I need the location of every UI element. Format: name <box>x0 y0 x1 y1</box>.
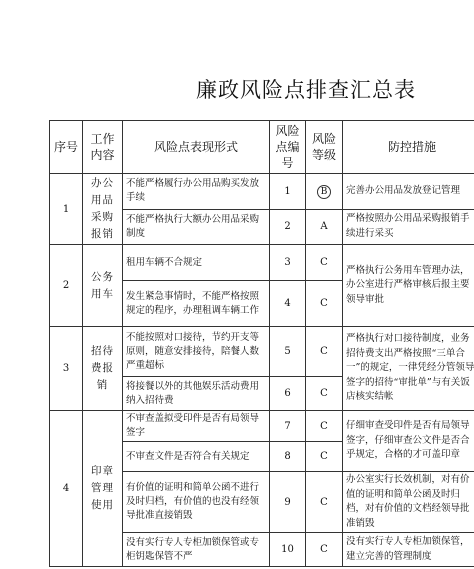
work-item-cell: 印章管理使用 <box>83 411 123 567</box>
header-risk-code: 风险点编号 <box>270 121 306 174</box>
measure-cell: 仔细审查受印件是否有局领导签字，仔细审查公文件是否合乎规定，合格的才可盖印章 <box>343 411 474 472</box>
risk-description-cell: 租用车辆不合规定 <box>123 245 270 281</box>
risk-level-cell: C <box>306 377 343 411</box>
header-risk-description: 风险点表现形式 <box>123 121 270 174</box>
table-row <box>50 411 474 442</box>
risk-table-sheet <box>49 120 474 569</box>
risk-code-cell: 4 <box>270 281 306 327</box>
seq-cell: 2 <box>50 245 83 327</box>
risk-description-cell: 将接餐以外的其他娱乐活动费用纳入招待费 <box>123 377 270 411</box>
measure-cell: 严格执行公务用车管理办法，办公室进行严格审核后报主要领导审批 <box>343 245 474 327</box>
risk-level-cell: C <box>306 533 343 567</box>
seq-cell: 1 <box>50 174 83 245</box>
risk-description-cell: 没有实行专人专柜加锁保管或专柜钥匙保管不严 <box>123 533 270 567</box>
risk-description-cell: 不能严格执行大额办公用品采购制度 <box>123 209 270 245</box>
work-item-cell: 招待费报销 <box>83 327 123 411</box>
header-measures: 防控措施 <box>343 121 474 174</box>
risk-code-cell: 9 <box>270 472 306 533</box>
document-title: 廉政风险点排查汇总表 <box>196 78 416 102</box>
risk-description-cell: 不能严格履行办公用品购买发放手续 <box>123 174 270 210</box>
header-work-item: 工作内容 <box>83 121 123 174</box>
risk-description-cell: 不审查文件是否符合有关规定 <box>123 442 270 472</box>
risk-code-cell: 10 <box>270 533 306 567</box>
measure-cell: 完善办公用品发放登记管理 <box>343 174 474 210</box>
risk-level-cell: C <box>306 411 343 442</box>
risk-summary-table <box>49 120 474 567</box>
work-item-cell: 公务用车 <box>83 245 123 327</box>
risk-code-cell: 8 <box>270 442 306 472</box>
risk-code-cell: 5 <box>270 327 306 377</box>
header-seq: 序号 <box>50 121 83 174</box>
measure-cell: 办公室实行长效机制，对有价值的证明和简单公函及时归档，对有价值的文档经领导批准销毁 <box>343 472 474 533</box>
risk-description-cell: 有价值的证明和简单公函不进行及时归档，有价值的也没有经领导批准直接销毁 <box>123 472 270 533</box>
table-row <box>50 174 474 210</box>
risk-level-cell: A <box>306 209 343 245</box>
risk-code-cell: 1 <box>270 174 306 210</box>
risk-description-cell: 发生紧急事情时，不能严格按照规定的程序，办理租调车辆工作 <box>123 281 270 327</box>
risk-code-cell: 7 <box>270 411 306 442</box>
risk-level-badge: B <box>317 185 331 199</box>
risk-description-cell: 不审查盖拟受印件是否有局领导签字 <box>123 411 270 442</box>
risk-level-cell <box>306 174 343 210</box>
measure-cell: 严格执行对口接待制度，业务招待费支出严格按照“三单合一”的规定，一律凭经分管领导签字的招待“审批单”与有关饭店核实结帐 <box>343 327 474 411</box>
measure-cell: 没有实行专人专柜加锁保管，建立完善的管理制度 <box>343 533 474 567</box>
risk-code-cell: 6 <box>270 377 306 411</box>
risk-code-cell: 2 <box>270 209 306 245</box>
table-row <box>50 327 474 377</box>
risk-code-cell: 3 <box>270 245 306 281</box>
work-item-cell: 办公用品采购报销 <box>83 174 123 245</box>
risk-level-cell: C <box>306 472 343 533</box>
risk-level-cell: C <box>306 281 343 327</box>
header-row <box>50 121 474 174</box>
seq-cell: 4 <box>50 411 83 567</box>
table-row <box>50 245 474 281</box>
risk-level-cell: C <box>306 245 343 281</box>
risk-level-cell: C <box>306 327 343 377</box>
measure-cell: 严格按照办公用品采购报销手续进行采买 <box>343 209 474 245</box>
risk-description-cell: 不能按照对口接待，节约开支等原则，随意安排接待，陪餐人数严重超标 <box>123 327 270 377</box>
seq-cell: 3 <box>50 327 83 411</box>
header-risk-level: 风险等级 <box>306 121 343 174</box>
risk-level-cell: C <box>306 442 343 472</box>
